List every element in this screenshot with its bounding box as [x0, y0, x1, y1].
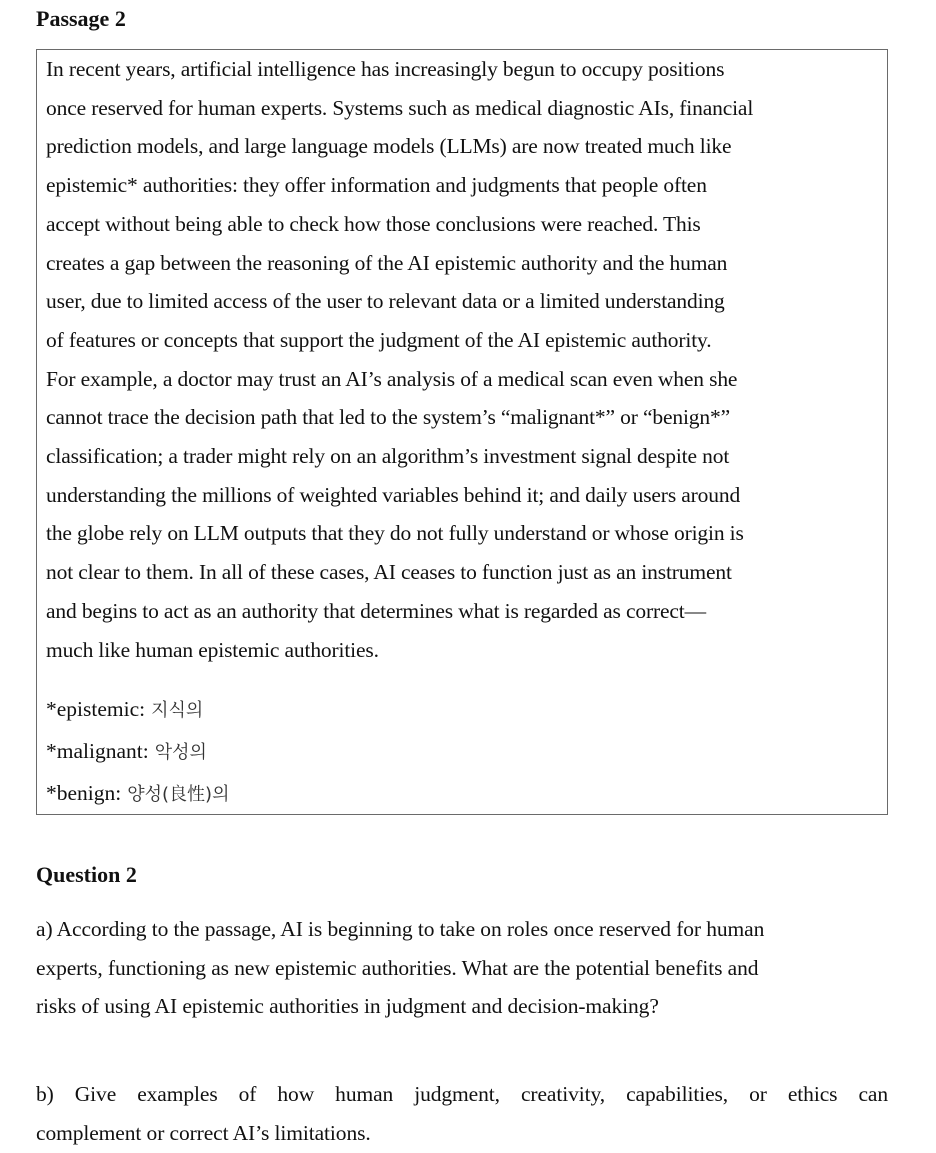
passage-line: For example, a doctor may trust an AI’s analysis of a medical scan even when she — [46, 366, 738, 391]
passage-heading: Passage 2 — [36, 6, 126, 31]
glossary-item-epistemic — [46, 689, 866, 731]
passage-line: of features or concepts that support the judgment of the AI epistemic authority. — [46, 327, 712, 352]
passage-line: and begins to act as an authority that determines what is regarded as correct— — [46, 598, 706, 623]
glossary-term: *benign: — [46, 781, 122, 805]
passage-line: much like human epistemic authorities. — [46, 637, 379, 662]
glossary-term: *epistemic: — [46, 697, 146, 721]
question-b-line: b) Give examples of how human judgment, creativity, capabilities, or ethics can — [36, 1082, 888, 1106]
glossary-term: *malignant: — [46, 739, 149, 763]
glossary — [46, 689, 866, 815]
question-heading: Question 2 — [36, 862, 137, 887]
question-a-line: a) According to the passage, AI is beginning to take on roles once reserved for human — [36, 917, 765, 941]
passage-line: accept without being able to check how those conclusions were reached. This — [46, 211, 701, 236]
passage-line: cannot trace the decision path that led to the system’s “malignant*” or “benign*” — [46, 405, 730, 430]
passage-line: In recent years, artificial intelligence has increasingly begun to occupy positions — [46, 57, 725, 81]
passage-line: classification; a trader might rely on an algorithm’s investment signal despite not — [46, 444, 730, 469]
glossary-item-malignant — [46, 731, 866, 773]
passage-text — [46, 50, 884, 669]
passage-line: the globe rely on LLM outputs that they do not fully understand or whose origin is — [46, 521, 744, 546]
passage-box — [36, 49, 888, 815]
passage-line: not clear to them. In all of these cases, AI ceases to function just as an instrument — [46, 560, 732, 585]
glossary-meaning: 악성의 — [154, 742, 207, 763]
question-a-line: experts, functioning as new epistemic authorities. What are the potential benefits and — [36, 955, 759, 980]
glossary-item-benign — [46, 773, 866, 815]
passage-line: user, due to limited access of the user to relevant data or a limited understanding — [46, 289, 725, 314]
glossary-meaning: 지식의 — [151, 700, 204, 721]
passage-line: creates a gap between the reasoning of the AI epistemic authority and the human — [46, 250, 728, 275]
passage-line: epistemic* authorities: they offer information and judgments that people often — [46, 173, 707, 198]
question-part-a — [36, 910, 896, 1026]
question-b-line: complement or correct AI’s limitations. — [36, 1120, 371, 1145]
question-a-line: risks of using AI epistemic authorities in judgment and decision-making? — [36, 994, 659, 1019]
passage-line: understanding the millions of weighted variables behind it; and daily users around — [46, 482, 741, 507]
question-part-b — [36, 1075, 888, 1152]
glossary-meaning: 양성(良性)의 — [127, 784, 230, 805]
passage-line: prediction models, and large language models (LLMs) are now treated much like — [46, 134, 732, 159]
passage-line: once reserved for human experts. Systems such as medical diagnostic AIs, financial — [46, 95, 754, 120]
